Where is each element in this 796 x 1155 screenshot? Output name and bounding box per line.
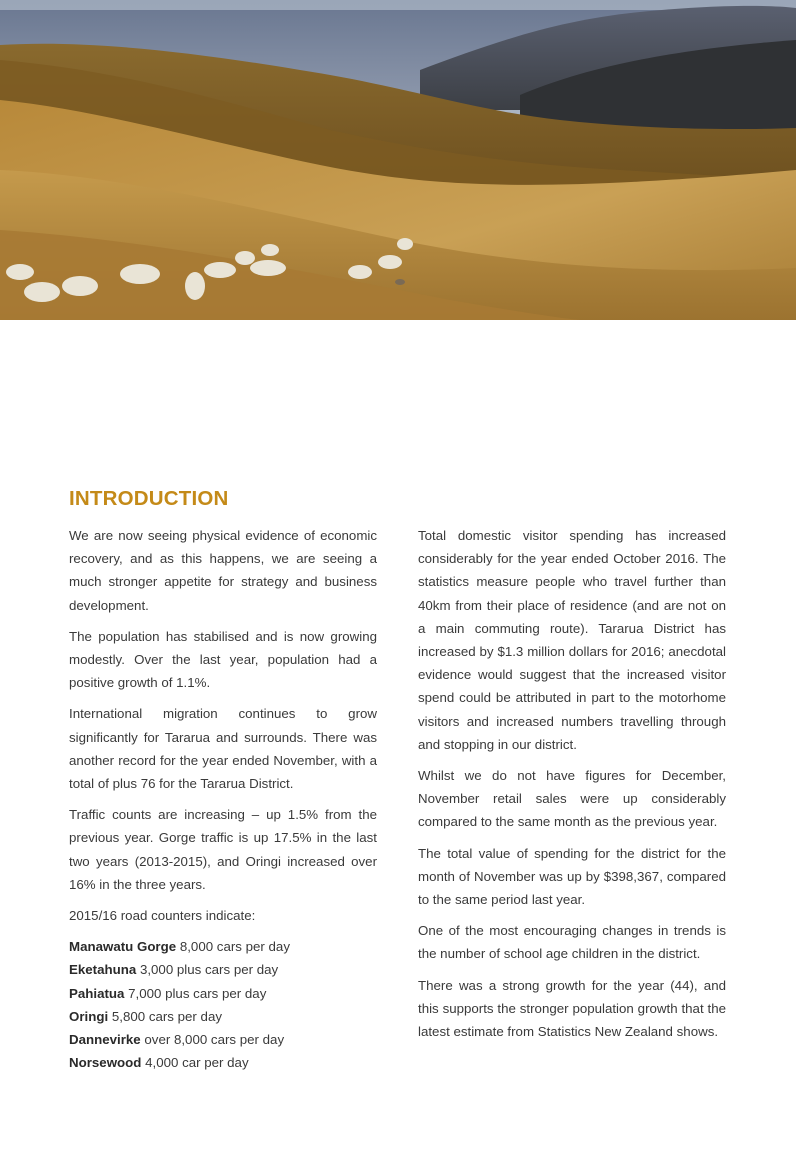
counter-place: Oringi <box>69 1008 109 1024</box>
list-item <box>69 982 377 1005</box>
counter-count: 5,800 cars per day <box>108 1008 222 1024</box>
list-item <box>69 1051 377 1074</box>
paragraph: We are now seeing physical evidence of economic recovery, and as this happens, we are seeing a much stronger appetite for strategy and business development. <box>69 528 377 613</box>
paragraph: There was a strong growth for the year (44), and this supports the stronger population growth that the latest estimate from Statistics New Zealand shows. <box>418 977 726 1040</box>
list-item <box>69 1028 377 1051</box>
list-item <box>69 958 377 981</box>
paragraph: The total value of spending for the district for the month of November was up by $398,367, compared to the same period last year. <box>418 845 726 908</box>
paragraph: Total domestic visitor spending has increased considerably for the year ended October 2016. The statistics measure people who travel further than 40km from their place of residence (and are not on a main commuting route). Tararua District has increased by $1.3 million dollars for 2016; anecdotal evidence would suggest that the increased visitor spend could be attributed in part to the motorhome visitors and increased numbers travelling through and stopping in our district. <box>418 528 726 752</box>
counter-place: Pahiatua <box>69 985 125 1001</box>
right-column <box>418 524 726 1051</box>
list-item <box>69 935 377 958</box>
paragraph: International migration continues to grow significantly for Tararua and surrounds. There was another record for the year ended November, with a total of plus 76 for the Tararua District. <box>69 706 377 792</box>
list-item <box>69 1005 377 1028</box>
counter-place: Norsewood <box>69 1055 142 1071</box>
counter-place: Dannevirke <box>69 1032 141 1048</box>
page-title: INTRODUCTION <box>69 487 229 510</box>
paragraph: One of the most encouraging changes in trends is the number of school age children in the district. <box>418 923 726 962</box>
hero-landscape-photo <box>0 0 796 320</box>
paragraph: The population has stabilised and is now growing modestly. Over the last year, population had a positive growth of 1.1%. <box>69 628 377 691</box>
counter-count: 3,000 plus cars per day <box>136 962 279 978</box>
road-counters-intro: 2015/16 road counters indicate: <box>69 908 256 924</box>
road-counters-list <box>69 935 377 1074</box>
counter-place: Eketahuna <box>69 962 137 978</box>
counter-count: 8,000 cars per day <box>176 939 290 955</box>
landscape-hills-sheep-photo <box>0 0 796 320</box>
counter-count: over 8,000 cars per day <box>140 1032 285 1048</box>
counter-count: 4,000 car per day <box>141 1055 249 1071</box>
counter-count: 7,000 plus cars per day <box>124 985 267 1001</box>
counter-place: Manawatu Gorge <box>69 939 177 955</box>
left-column <box>69 524 377 1074</box>
paragraph: Traffic counts are increasing – up 1.5% from the previous year. Gorge traffic is up 17.5% in the last two years (2013-2015), and Oringi increased over 16% in the three years. <box>69 807 377 892</box>
paragraph: Whilst we do not have figures for December, November retail sales were up considerably compared to the same month as the previous year. <box>418 768 726 830</box>
